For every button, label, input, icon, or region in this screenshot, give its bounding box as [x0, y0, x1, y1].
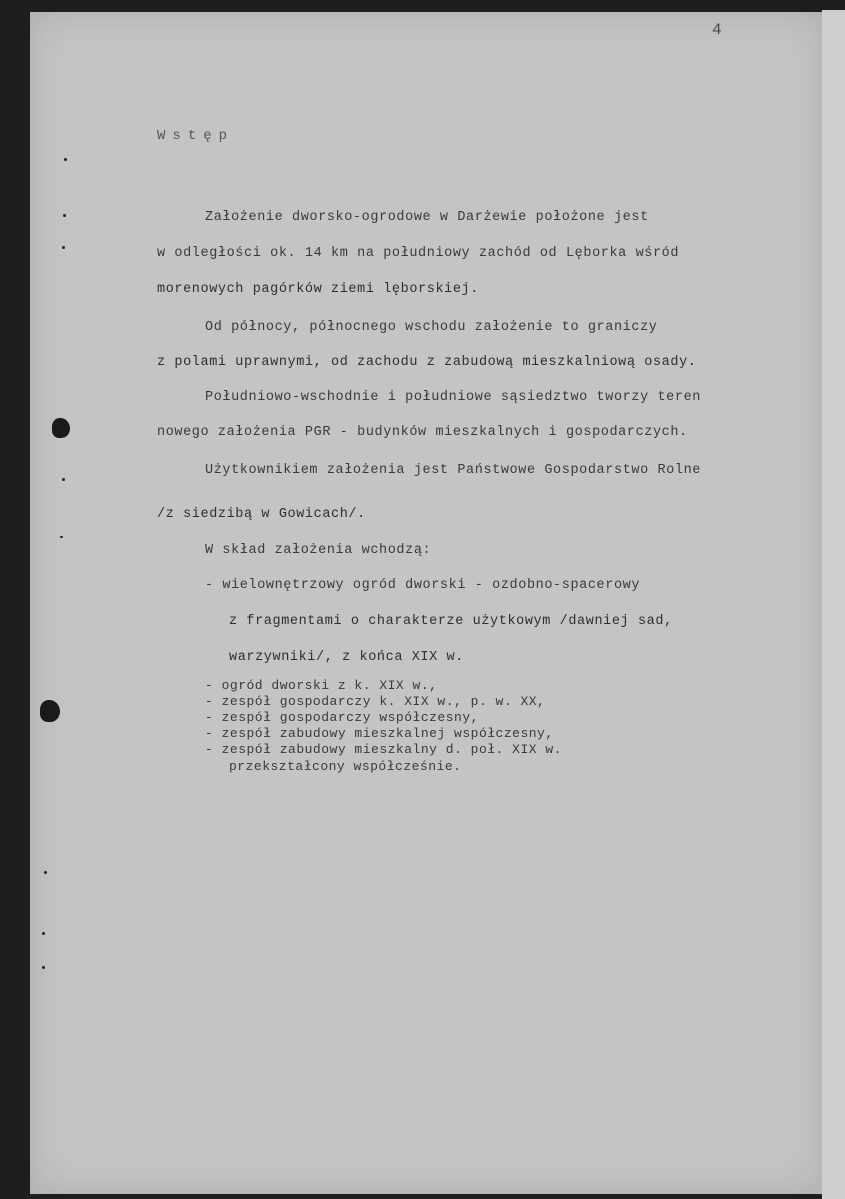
scan-speck	[60, 536, 63, 538]
paragraph-line: Użytkownikiem założenia jest Państwowe Gospodarstwo Rolne	[205, 463, 701, 478]
punch-hole-mark	[40, 700, 60, 722]
paragraph-line: W skład założenia wchodzą:	[205, 543, 432, 558]
paragraph-line: Założenie dworsko-ogrodowe w Darżewie położone jest	[205, 210, 649, 225]
section-heading: Wstęp	[157, 128, 235, 144]
list-item: - zespół zabudowy mieszkalnej współczesny,	[205, 726, 554, 741]
list-item-continuation: przekształcony współcześnie.	[229, 759, 462, 774]
paragraph-line: nowego założenia PGR - budynków mieszkalnych i gospodarczych.	[157, 425, 688, 440]
paragraph-line: morenowych pagórków ziemi lęborskiej.	[157, 282, 479, 297]
punch-hole-mark	[52, 418, 70, 438]
scan-speck	[63, 214, 66, 217]
paragraph-line: z polami uprawnymi, od zachodu z zabudową mieszkalniową osady.	[157, 355, 697, 370]
scan-speck	[62, 478, 65, 481]
scan-speck	[44, 871, 47, 874]
paragraph-line: Południowo-wschodnie i południowe sąsiedztwo tworzy teren	[205, 390, 701, 405]
document-page	[30, 12, 825, 1194]
list-item-continuation: z fragmentami o charakterze użytkowym /dawniej sad,	[229, 614, 673, 629]
list-item: - wielownętrzowy ogród dworski - ozdobno-spacerowy	[205, 578, 641, 593]
paragraph-line: w odległości ok. 14 km na południowy zachód od Lęborka wśród	[157, 246, 680, 261]
page-edge	[822, 10, 845, 1199]
list-item: - zespół gospodarczy współczesny,	[205, 710, 479, 725]
paragraph-line: Od północy, północnego wschodu założenie to graniczy	[205, 320, 658, 335]
scan-speck	[62, 246, 65, 249]
list-item: - ogród dworski z k. XIX w.,	[205, 678, 438, 693]
list-item-continuation: warzywniki/, z końca XIX w.	[229, 650, 464, 665]
page-number: 4	[712, 21, 723, 39]
list-item: - zespół zabudowy mieszkalny d. poł. XIX w.	[205, 742, 562, 757]
scan-speck	[42, 932, 45, 935]
scan-speck	[42, 966, 45, 969]
list-item: - zespół gospodarczy k. XIX w., p. w. XX,	[205, 694, 546, 709]
scan-speck	[64, 158, 67, 161]
paragraph-line: /z siedzibą w Gowicach/.	[157, 507, 366, 522]
